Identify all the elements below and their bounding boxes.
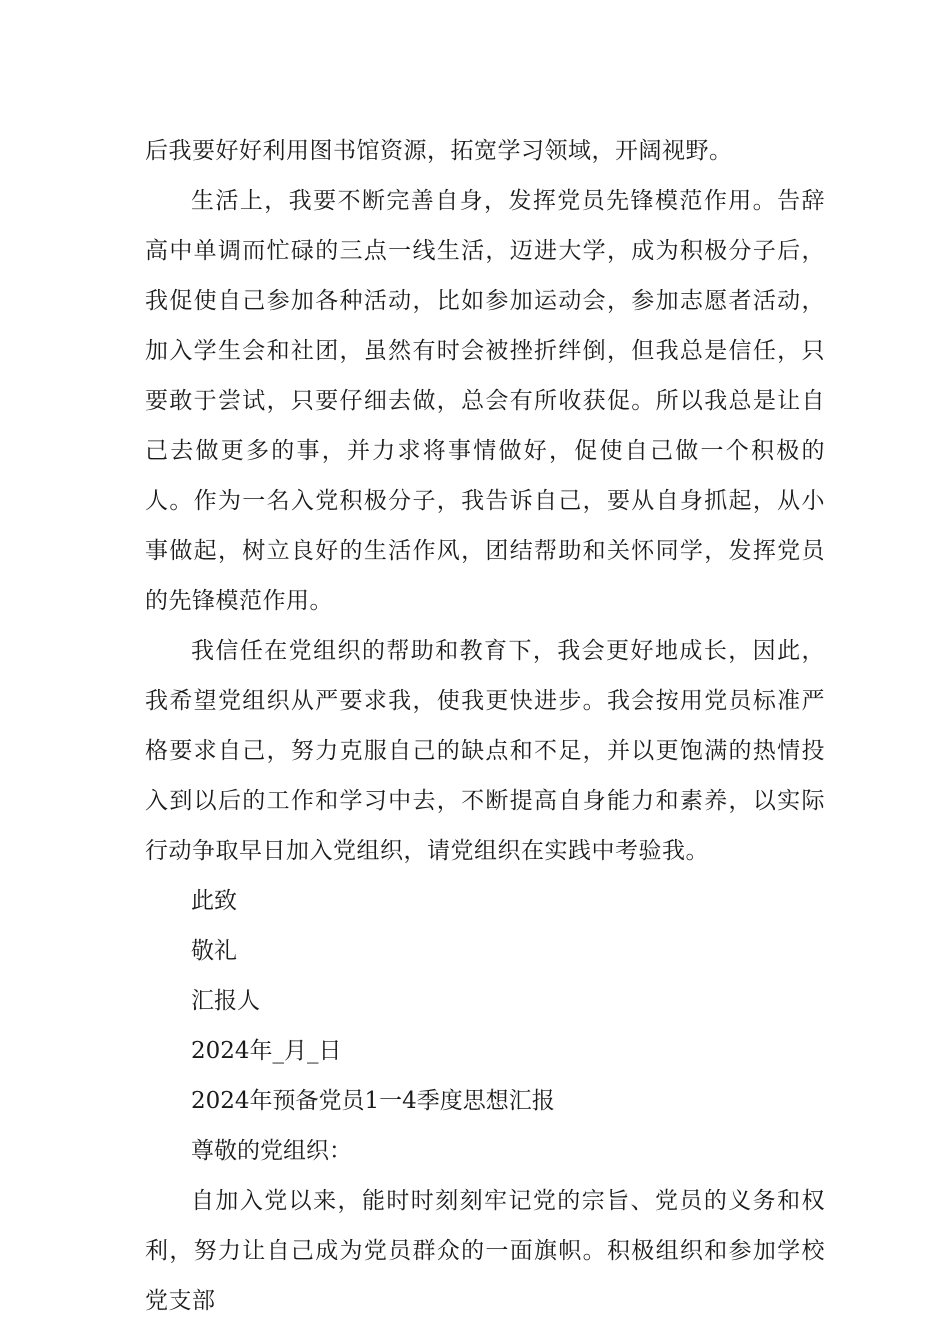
signer-label: 汇报人	[191, 988, 260, 1014]
paragraph-since-joining: 自加入党以来，能时时刻刻牢记党的宗旨、党员的义务和权利，努力让自己成为党员群众的一面旗帜。积极组织和参加学校党支部	[145, 1188, 825, 1314]
document-body	[145, 126, 825, 1326]
paragraph-life: 生活上，我要不断完善自身，发挥党员先锋模范作用。告辞高中单调而忙碌的三点一线生活，迈进大学，成为积极分子后，我促使自己参加各种活动，比如参加运动会，参加志愿者活动，加入学生会和社团，虽然有时会被挫折绊倒，但我总是信任，只要敢于尝试，只要仔细去做，总会有所收获促。所以我总是让自己去做更多的事，并力求将事情做好，促使自己做一个积极的人。作为一名入党积极分子，我告诉自己，要从自身抓起，从小事做起，树立良好的生活作风，团结帮助和关怀同学，发挥党员的先锋模范作用。	[145, 188, 825, 614]
closing-greeting: 此致	[191, 888, 237, 914]
second-report-salutation: 尊敬的党组织：	[191, 1138, 352, 1164]
closing-salute: 敬礼	[191, 938, 237, 964]
paragraph-continuation: 后我要好好利用图书馆资源，拓宽学习领域，开阔视野。	[145, 138, 733, 164]
second-report-title: 2024年预备党员1一4季度思想汇报	[191, 1088, 555, 1114]
report-date: 2024年_月_日	[191, 1038, 342, 1064]
paragraph-trust: 我信任在党组织的帮助和教育下，我会更好地成长，因此，我希望党组织从严要求我，使我更快进步。我会按用党员标准严格要求自己，努力克服自己的缺点和不足，并以更饱满的热情投入到以后的工作和学习中去，不断提高自身能力和素养，以实际行动争取早日加入党组织，请党组织在实践中考验我。	[145, 638, 825, 864]
